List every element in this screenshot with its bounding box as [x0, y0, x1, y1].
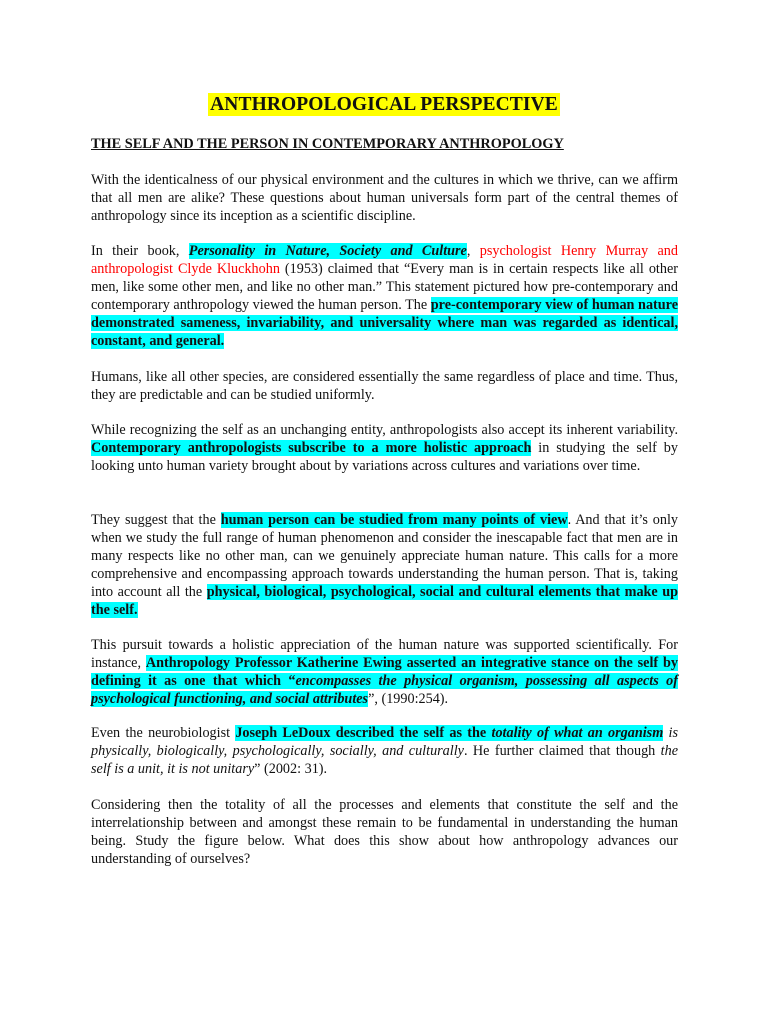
authors-red-text: psychologist Henry Murray and anthropologist Clyde Kluckhohn	[91, 243, 678, 278]
paragraph-1: With the identicalness of our physical environment and the cultures in which we thrive, can we affirm that all men are alike? These questions about human universals form part of the central themes of anthropology since its inception as a scientific discipline.	[91, 172, 678, 225]
elements-highlight: physical, biological, psychological, social and cultural elements that make up the self.	[91, 584, 679, 619]
paragraph-6	[91, 636, 678, 708]
p5-text-a: They suggest that the	[91, 512, 221, 528]
p2-text-e: (1953) claimed that “Every man is in certain respects like all other men, like some other men, and like no other man.” This statement pictured how pre-contemporary and contemporary anthropology viewed the human person. The	[91, 261, 678, 314]
paragraph-2	[91, 242, 678, 351]
holistic-approach-highlight: Contemporary anthropologists subscribe to a more holistic approach	[91, 440, 532, 457]
p7-italic-d: is physically, biologically, psychologically, socially, and culturally	[91, 725, 679, 760]
points-of-view-highlight: human person can be studied from many points of view	[220, 512, 568, 528]
ledoux-highlight: Joseph LeDoux described the self as the	[235, 725, 492, 741]
p7-italic-f: the self is a unit, it is not unitary	[91, 743, 678, 778]
paragraph-5	[91, 511, 678, 620]
p7-text-a: Even the neurobiologist	[91, 725, 236, 741]
p6-text-a: This pursuit towards a holistic appreciation of the human nature was supported scientifically. For instance,	[91, 637, 678, 672]
paragraph-4	[91, 421, 678, 475]
ewing-highlight: Anthropology Professor Katherine Ewing asserted an integrative stance on the self by defining it as one that which “	[91, 655, 679, 690]
p7-text-e: . He further claimed that though	[463, 743, 661, 760]
paragraph-7	[91, 724, 678, 778]
title-container	[0, 93, 768, 117]
section-subtitle: THE SELF AND THE PERSON IN CONTEMPORARY ANTHROPOLOGY	[91, 136, 564, 152]
paragraph-3: Humans, like all other species, are considered essentially the same regardless of place and time. Thus, they are predictable and can be studied uniformly.	[91, 369, 678, 404]
p2-text-a: In their book,	[91, 243, 189, 259]
page-title: ANTHROPOLOGICAL PERSPECTIVE	[210, 94, 558, 115]
paragraph-8: Considering then the totality of all the processes and elements that constitute the self and the interrelationship between and amongst these remain to be fundamental in understanding the human being. Study the figure below. What does this show about how anthropology advances our understanding of ourselves?	[91, 797, 678, 868]
p6-text-d: ”, (1990:254).	[368, 691, 449, 708]
book-title-highlight: Personality in Nature, Society and Culture	[188, 243, 467, 259]
p4-text-a: While recognizing the self as an unchanging entity, anthropologists also accept its inherent variability.	[91, 422, 678, 438]
p5-text-c: . And that it’s only when we study the full range of human phenomenon and consider the inescapable fact that men are in many respects like no other man, can we genuinely appreciate human nature. This calls for a more comprehensive and encompassing approach towards understanding the human person. That is, taking into account all the	[91, 512, 679, 601]
p7-text-g: ” (2002: 31).	[254, 761, 328, 778]
pre-contemporary-highlight: pre-contemporary view of human nature demonstrated sameness, invariability, and universality where man was regarded as identical, constant, and general.	[91, 297, 678, 350]
p2-text-c: ,	[466, 243, 480, 259]
ewing-quote-highlight: encompasses the physical organism, possessing all aspects of psychological functioning, and social attributes	[91, 673, 678, 708]
p4-text-c: in studying the self by looking unto human variety brought about by variations across cultures and variations over time.	[91, 440, 678, 475]
totality-highlight: totality of what an organism	[491, 725, 664, 741]
